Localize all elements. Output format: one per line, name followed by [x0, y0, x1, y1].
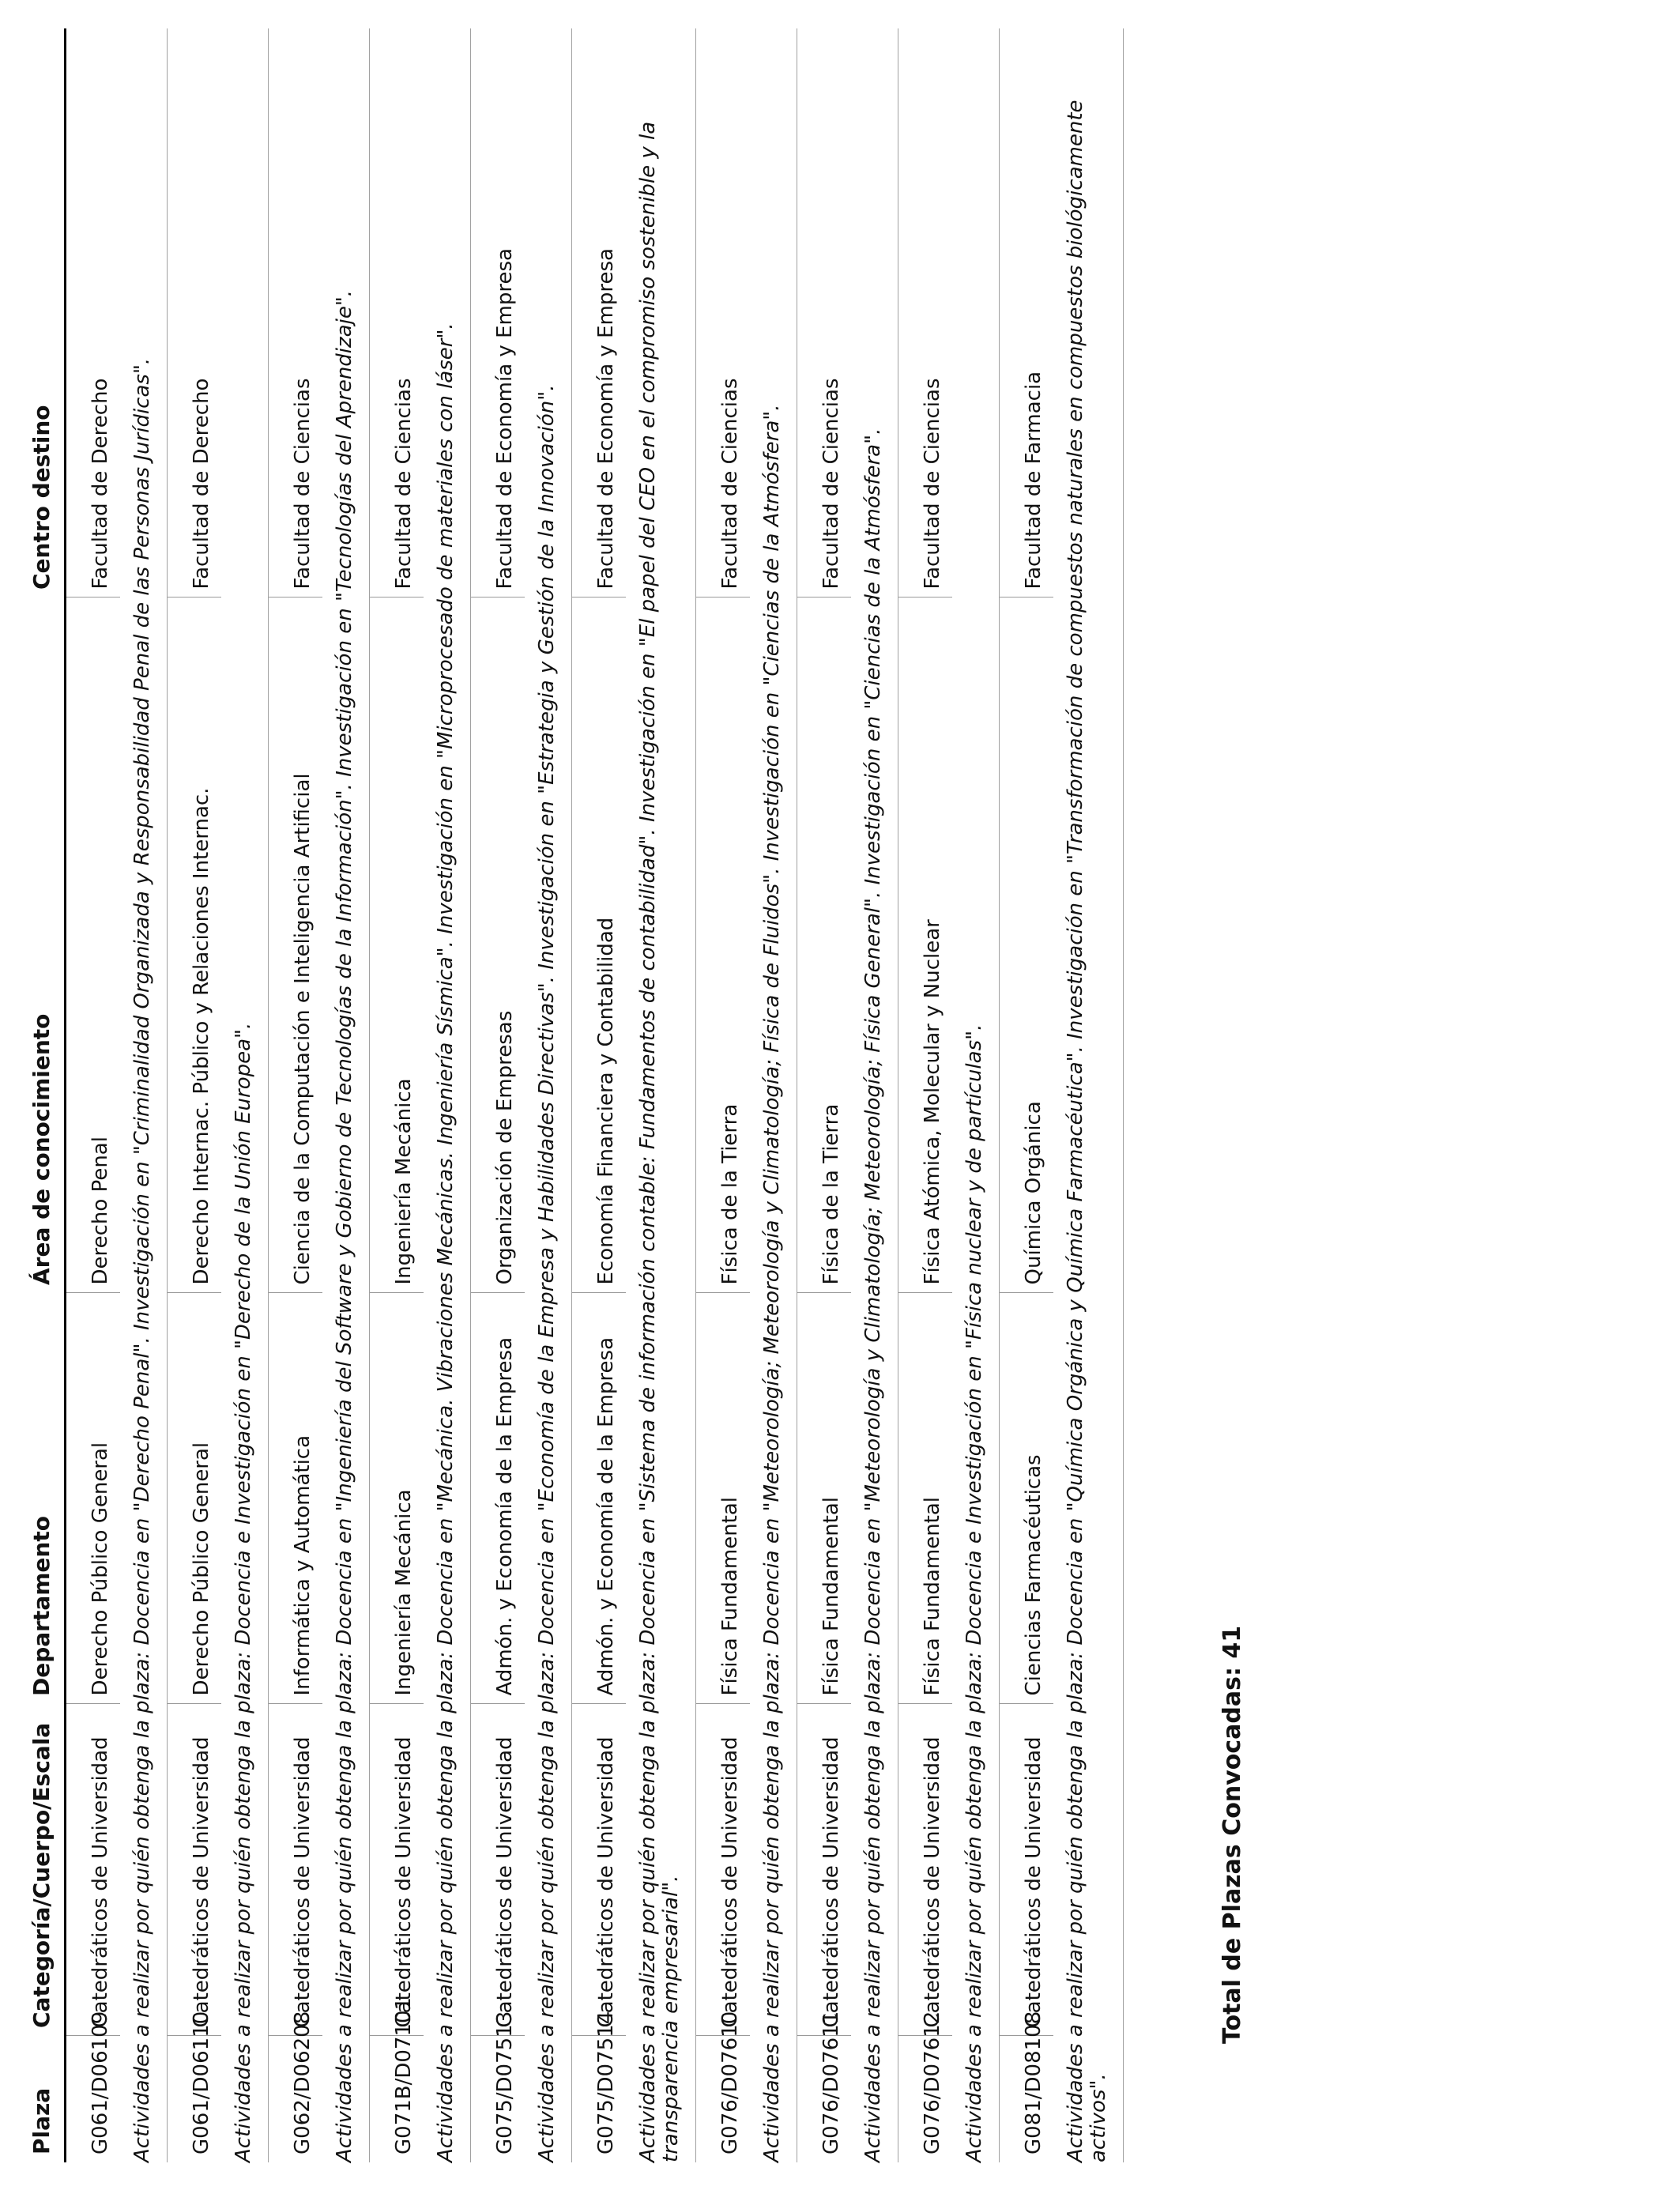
cell-actividades: Actividades a realizar por quién obtenga la plaza: Docencia en "Derecho Penal". Investigación en "Criminalidad Organizada y Responsabilidad Penal de las Personas Jurídicas". — [120, 28, 168, 2162]
table-row-activities — [525, 28, 572, 2162]
table-row — [66, 28, 121, 2162]
cell-area: Ingeniería Mecánica — [370, 598, 424, 1293]
cell-plaza: G076/D07610 — [718, 2011, 742, 2154]
cell-area: Derecho Internac. Público y Relaciones Internac. — [168, 598, 222, 1293]
cell-centro: Facultad de Economía y Empresa — [572, 28, 627, 598]
cell-area: Física Atómica, Molecular y Nuclear — [898, 598, 953, 1293]
cell-departamento: Ciencias Farmacéuticas — [1000, 1293, 1054, 1704]
cell-plaza: G062/D06208 — [291, 2011, 315, 2154]
cell-plaza: G061/D06109 — [89, 2011, 112, 2154]
table-row — [1000, 28, 1054, 2162]
cell-plaza: G061/D06110 — [190, 2011, 213, 2154]
cell-categoria: Catedráticos de Universidad — [696, 1704, 751, 2036]
cell-actividades: Actividades a realizar por quién obtenga la plaza: Docencia en "Sistema de información contable: Fundamentos de contabilidad". Investigación en "El papel del CEO en el compromiso sostenible y la transparencia empresarial". — [626, 28, 696, 2162]
table-row — [269, 28, 323, 2162]
header-categoria: Categoría/Cuerpo/Escala — [22, 1704, 66, 2036]
cell-actividades: Actividades a realizar por quién obtenga la plaza: Docencia en "Mecánica. Vibraciones Mecánicas. Ingeniería Sísmica". Investigación en "Microprocesado de materiales con láser". — [424, 28, 471, 2162]
table-row-activities — [1053, 28, 1124, 2162]
cell-centro: Facultad de Ciencias — [370, 28, 424, 598]
table-row-activities — [851, 28, 898, 2162]
cell-centro: Facultad de Ciencias — [797, 28, 852, 598]
cell-area: Física de la Tierra — [696, 598, 751, 1293]
header-plaza: Plaza — [22, 2036, 66, 2162]
cell-centro: Facultad de Economía y Empresa — [471, 28, 525, 598]
cell-centro: Facultad de Ciencias — [269, 28, 323, 598]
cell-area: Organización de Empresas — [471, 598, 525, 1293]
table-row — [370, 28, 424, 2162]
cell-departamento: Admón. y Economía de la Empresa — [572, 1293, 627, 1704]
cell-categoria: Catedráticos de Universidad — [370, 1704, 424, 2036]
header-area: Área de conocimiento — [22, 598, 66, 1293]
cell-categoria: Catedráticos de Universidad — [572, 1704, 627, 2036]
cell-actividades: Actividades a realizar por quién obtenga la plaza: Docencia en "Ingeniería del Software y Gobierno de Tecnologías de la Información". Investigación en "Tecnologías del Aprendizaje". — [322, 28, 370, 2162]
total-plazas: Total de Plazas Convocadas: 41 — [1219, 1625, 1246, 2044]
cell-actividades: Actividades a realizar por quién obtenga la plaza: Docencia en "Meteorología y Climatología; Meteorología; Física General". Investigación en "Ciencias de la Atmósfera". — [851, 28, 898, 2162]
table-row-activities — [626, 28, 696, 2162]
cell-centro: Facultad de Ciencias — [696, 28, 751, 598]
cell-departamento: Física Fundamental — [696, 1293, 751, 1704]
table-row-activities — [120, 28, 168, 2162]
cell-actividades: Actividades a realizar por quién obtenga la plaza: Docencia en "Química Orgánica y Química Farmacéutica". Investigación en "Transformación de compuestos naturales en compuestos biológicamente activos". — [1053, 28, 1124, 2162]
cell-area: Economía Financiera y Contabilidad — [572, 598, 627, 1293]
cell-centro: Facultad de Derecho — [168, 28, 222, 598]
cell-centro: Facultad de Derecho — [66, 28, 121, 598]
table-container — [22, 28, 1246, 2162]
cell-plaza: G076/D07611 — [819, 2011, 843, 2154]
cell-plaza: G076/D07612 — [921, 2011, 944, 2154]
cell-plaza: G081/D08108 — [1022, 2011, 1045, 2154]
cell-categoria: Catedráticos de Universidad — [898, 1704, 953, 2036]
table-row — [168, 28, 222, 2162]
table-row-activities — [952, 28, 1000, 2162]
table-row — [572, 28, 627, 2162]
cell-centro: Facultad de Farmacia — [1000, 28, 1054, 598]
cell-centro: Facultad de Ciencias — [898, 28, 953, 598]
table-row — [696, 28, 751, 2162]
cell-actividades: Actividades a realizar por quién obtenga la plaza: Docencia en "Meteorología; Meteorología y Climatología; Física de Fluidos". Investigación en "Ciencias de la Atmósfera". — [750, 28, 797, 2162]
cell-plaza: G071B/D07101 — [392, 1996, 416, 2154]
cell-area: Derecho Penal — [66, 598, 121, 1293]
header-centro: Centro destino — [22, 28, 66, 598]
cell-plaza: G075/D07514 — [594, 2011, 618, 2154]
cell-actividades: Actividades a realizar por quién obtenga la plaza: Docencia e Investigación en "Derecho de la Unión Europea". — [221, 28, 269, 2162]
table-row-activities — [322, 28, 370, 2162]
cell-actividades: Actividades a realizar por quién obtenga la plaza: Docencia e Investigación en "Física nuclear y de partículas". — [952, 28, 1000, 2162]
cell-departamento: Admón. y Economía de la Empresa — [471, 1293, 525, 1704]
table-body — [66, 28, 1124, 2162]
cell-departamento: Informática y Automática — [269, 1293, 323, 1704]
cell-categoria: Catedráticos de Universidad — [797, 1704, 852, 2036]
cell-plaza: G075/D07513 — [493, 2011, 517, 2154]
table-row-activities — [750, 28, 797, 2162]
cell-actividades: Actividades a realizar por quién obtenga la plaza: Docencia en "Economía de la Empresa y Habilidades Directivas". Investigación en "Estrategia y Gestión de la Innovación". — [525, 28, 572, 2162]
table-header — [22, 28, 66, 2162]
cell-departamento: Ingeniería Mecánica — [370, 1293, 424, 1704]
cell-categoria: Catedráticos de Universidad — [269, 1704, 323, 2036]
cell-area: Física de la Tierra — [797, 598, 852, 1293]
cell-departamento: Física Fundamental — [898, 1293, 953, 1704]
table-row-activities — [221, 28, 269, 2162]
table-row — [471, 28, 525, 2162]
plazas-table — [22, 28, 1124, 2162]
cell-categoria: Catedráticos de Universidad — [1000, 1704, 1054, 2036]
cell-area: Ciencia de la Computación e Inteligencia Artificial — [269, 598, 323, 1293]
cell-area: Química Orgánica — [1000, 598, 1054, 1293]
cell-departamento: Derecho Público General — [168, 1293, 222, 1704]
cell-categoria: Catedráticos de Universidad — [471, 1704, 525, 2036]
cell-departamento: Física Fundamental — [797, 1293, 852, 1704]
table-row — [797, 28, 852, 2162]
table-row — [898, 28, 953, 2162]
cell-categoria: Catedráticos de Universidad — [168, 1704, 222, 2036]
header-departamento: Departamento — [22, 1293, 66, 1704]
table-row-activities — [424, 28, 471, 2162]
cell-departamento: Derecho Público General — [66, 1293, 121, 1704]
cell-categoria: Catedráticos de Universidad — [66, 1704, 121, 2036]
